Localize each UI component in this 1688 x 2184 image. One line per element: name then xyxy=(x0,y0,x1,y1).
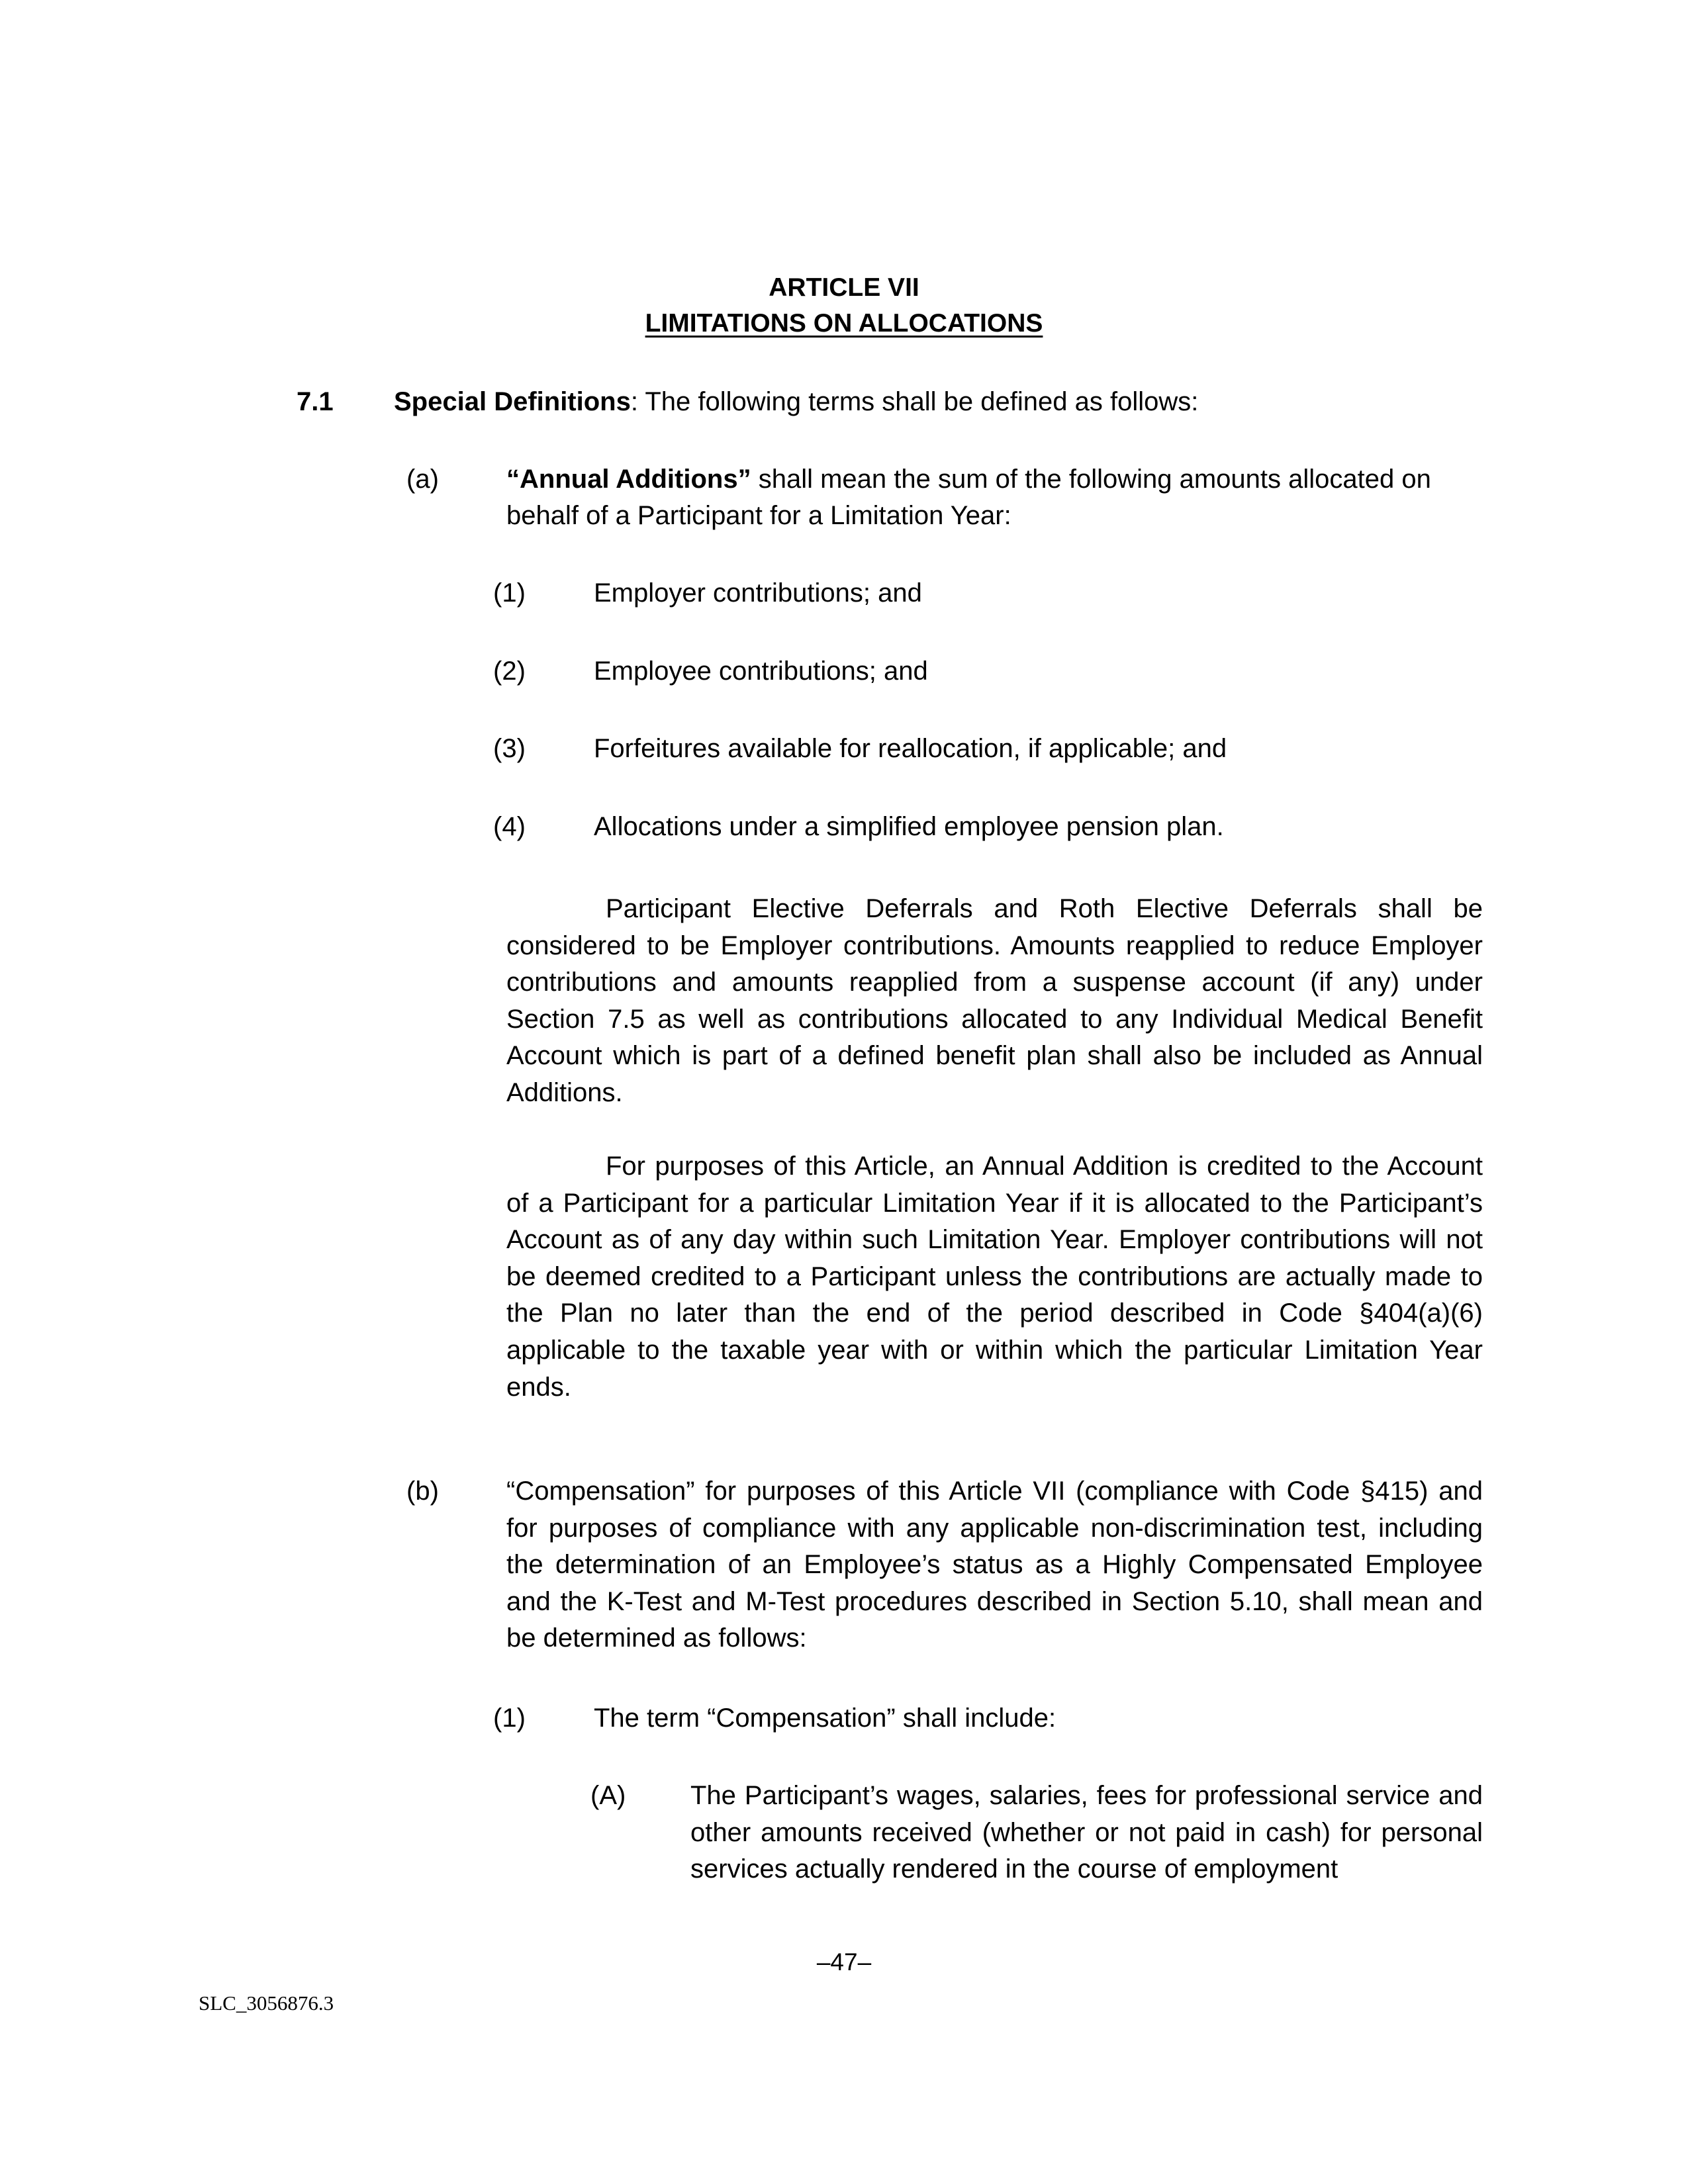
section-intro: : The following terms shall be defined as follows: xyxy=(630,387,1199,416)
para2-text: For purposes of this Article, an Annual Addition is credited to the Account of a Participant for a particular Limitation Year if it is allocated to the Participant’s Account as of any day within such Limitation Year. Employer contributions will not be deemed credited to a Participant unless the contributions are actually made to the Plan no later than the end of the period described in Code §404(a)(6) applicable to the taxable year with or within which the particular Limitation Year ends. xyxy=(506,1152,1483,1402)
item-a-label: (a) xyxy=(406,465,439,494)
item-a-line1 xyxy=(506,461,1431,498)
subitem-1-label: (1) xyxy=(493,578,526,608)
item-b-label: (b) xyxy=(406,1477,439,1506)
item-b-sub1-label: (1) xyxy=(493,1704,526,1733)
subitem-4-text: Allocations under a simplified employee pension plan. xyxy=(594,812,1224,841)
compensation-definition: “Compensation” for purposes of this Article VII (compliance with Code §415) and for purposes of compliance with any applicable non-discrimination test, including the determination of an Employee’s status as a Highly Compensated Employee and the K-Test and M-Test procedures described in Section 5.10, shall mean and be determined as follows: xyxy=(506,1477,1483,1653)
item-b-sub1-text: The term “Compensation” shall include: xyxy=(594,1704,1056,1733)
subitem-3-text: Forfeitures available for reallocation, if applicable; and xyxy=(594,734,1227,763)
subitem-1-text: Employer contributions; and xyxy=(594,578,922,608)
article-title: LIMITATIONS ON ALLOCATIONS xyxy=(645,309,1043,338)
subitem-2-label: (2) xyxy=(493,657,526,686)
annual-additions-paragraph-2 xyxy=(506,1148,1483,1406)
annual-additions-term: “Annual Additions” xyxy=(506,465,751,494)
subitem-2-text: Employee contributions; and xyxy=(594,657,928,686)
section-number: 7.1 xyxy=(297,387,334,416)
section-heading: Special Definitions xyxy=(394,387,631,416)
subitem-4-label: (4) xyxy=(493,812,526,841)
page-number: –47– xyxy=(816,1948,872,1976)
annual-additions-paragraph-1 xyxy=(506,891,1483,1112)
article-number: ARTICLE VII xyxy=(769,273,919,302)
section-heading-line xyxy=(394,384,1198,420)
item-a-text-line1: shall mean the sum of the following amounts allocated on xyxy=(751,465,1431,494)
item-b-subA-text: The Participant’s wages, salaries, fees for professional service and other amounts received (whether or not paid in cash) for personal services actually rendered in the course of employment xyxy=(690,1781,1483,1884)
item-a-text-line2: behalf of a Participant for a Limitation Year: xyxy=(506,501,1011,530)
para1-text: Participant Elective Deferrals and Roth Elective Deferrals shall be considered to be Employer contributions. Amounts reapplied to reduce Employer contributions and amounts reapplied from a suspense account (if any) under Section 7.5 as well as contributions allocated to any Individual Medical Benefit Account which is part of a defined benefit plan shall also be included as Annual Additions. xyxy=(506,894,1483,1107)
subitem-3-label: (3) xyxy=(493,734,526,763)
item-b-subA-label: (A) xyxy=(590,1781,626,1810)
document-id: SLC_3056876.3 xyxy=(199,1991,334,2015)
